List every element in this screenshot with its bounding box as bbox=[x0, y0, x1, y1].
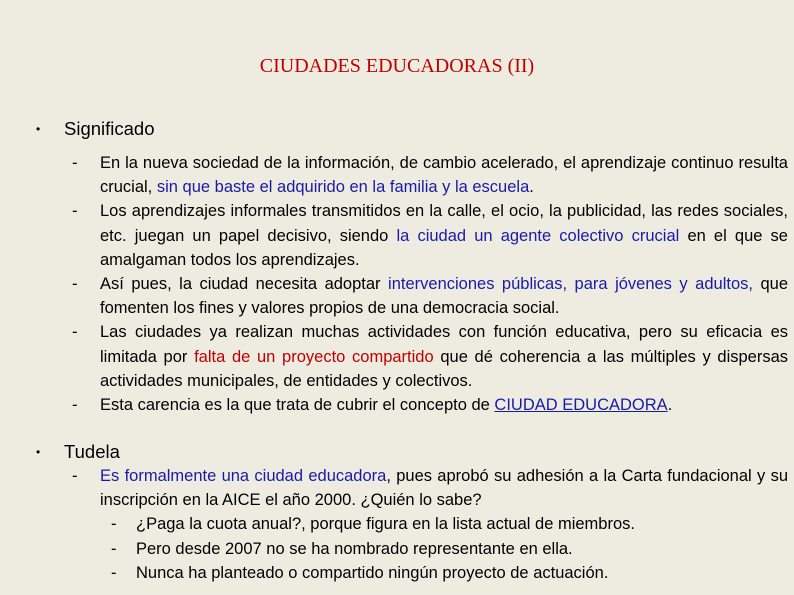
list-item bbox=[62, 464, 788, 585]
tudela-sublist bbox=[100, 512, 788, 585]
sub-list-item bbox=[100, 512, 788, 536]
sub-list-item bbox=[100, 561, 788, 585]
sub-item-text: Nunca ha planteado o compartido ningún proyecto de actuación. bbox=[136, 563, 609, 582]
section-heading-tudela bbox=[36, 440, 120, 464]
list-item bbox=[62, 393, 788, 417]
item-highlight: la ciudad un agente colectivo crucial bbox=[396, 226, 680, 245]
dash-marker: - bbox=[72, 396, 78, 415]
item-text-end: que fomenten los fines y valores propios de una democracia social. bbox=[100, 275, 788, 318]
section-heading-significado bbox=[36, 117, 155, 141]
dash-marker: - bbox=[72, 202, 78, 221]
dash-marker: - bbox=[111, 515, 117, 534]
item-text: Así pues, la ciudad necesita adoptar bbox=[100, 275, 389, 294]
dash-marker: - bbox=[72, 467, 78, 485]
sub-list-item bbox=[100, 537, 788, 561]
item-text: En la nueva sociedad de la información, de cambio acelerado, el aprendizaje continuo resulta crucial, bbox=[100, 154, 788, 197]
list-item bbox=[62, 199, 788, 272]
item-text: Los aprendizajes informales transmitidos en la calle, el ocio, la publicidad, las redes sociales, etc. juegan un papel decisivo, siendo bbox=[100, 202, 788, 245]
item-text-end: . bbox=[529, 178, 534, 197]
slide-title: CIUDADES EDUCADORAS (II) bbox=[259, 55, 535, 77]
item-text-end: . bbox=[667, 396, 673, 415]
item-text: , pues aprobó su adhesión a la Carta fundacional y su inscripción en la AICE el año 2000. ¿Quién lo sabe? bbox=[100, 467, 788, 510]
bullet-marker: • bbox=[36, 122, 41, 136]
ciudad-educadora-link[interactable]: CIUDAD EDUCADORA bbox=[494, 396, 668, 415]
item-highlight: falta de un proyecto compartido bbox=[194, 347, 434, 366]
item-highlight: Es formalmente una ciudad educadora bbox=[100, 467, 387, 485]
significado-list bbox=[62, 151, 788, 417]
dash-marker: - bbox=[72, 275, 78, 294]
section-heading-label: Tudela bbox=[64, 441, 120, 462]
item-highlight: sin que baste el adquirido en la familia y la escuela bbox=[156, 178, 530, 197]
dash-marker: - bbox=[111, 539, 117, 558]
item-text-end: que dé coherencia a las múltiples y dispersas actividades municipales, de entidades y colectivos. bbox=[100, 347, 789, 390]
tudela-list bbox=[62, 464, 788, 585]
list-item bbox=[62, 320, 788, 393]
item-text: Esta carencia es la que trata de cubrir el concepto de bbox=[100, 396, 495, 415]
item-text: Las ciudades ya realizan muchas actividades con función educativa, pero su eficacia es limitada por bbox=[100, 323, 788, 366]
dash-marker: - bbox=[111, 563, 117, 582]
bullet-marker: • bbox=[36, 445, 41, 459]
dash-marker: - bbox=[72, 154, 78, 172]
section-heading-label: Significado bbox=[64, 118, 155, 139]
item-highlight: intervenciones públicas, para jóvenes y adultos, bbox=[388, 275, 753, 294]
list-item bbox=[62, 151, 788, 199]
list-item bbox=[62, 272, 788, 320]
sub-item-text: Pero desde 2007 no se ha nombrado representante en ella. bbox=[136, 539, 573, 558]
sub-item-text: ¿Paga la cuota anual?, porque figura en la lista actual de miembros. bbox=[136, 515, 635, 534]
dash-marker: - bbox=[72, 323, 78, 342]
item-text-end: en el que se amalgaman todos los aprendizajes. bbox=[100, 226, 788, 269]
